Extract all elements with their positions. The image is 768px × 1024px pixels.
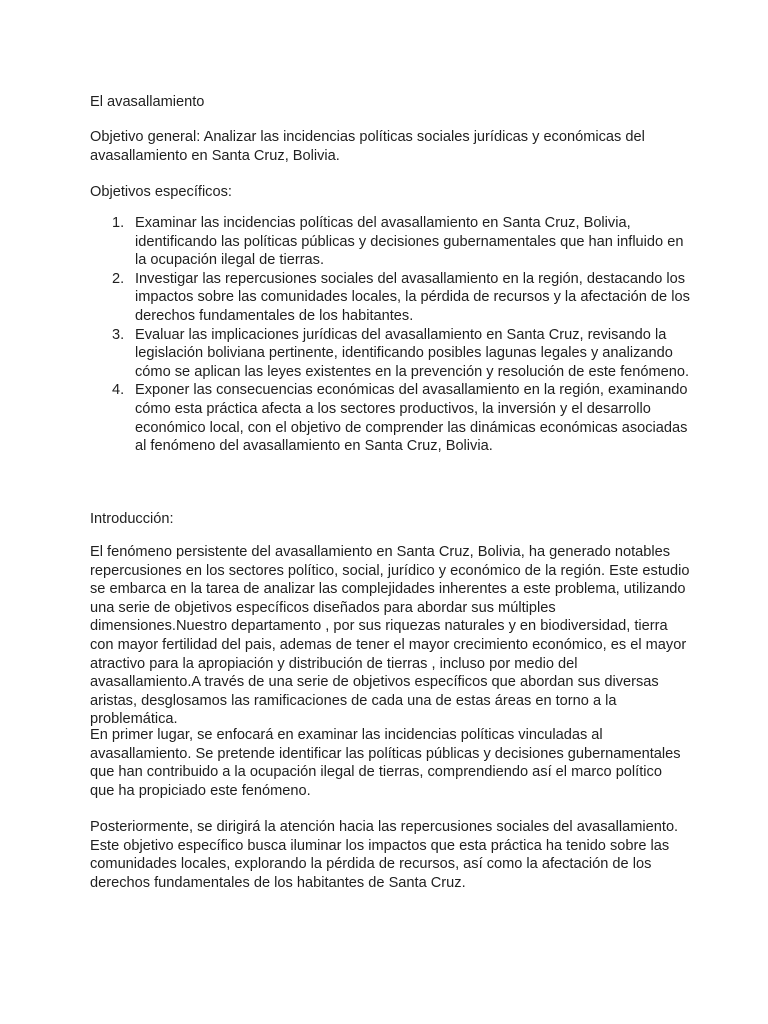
introduccion-paragraph-3: Posteriormente, se dirigirá la atención hacia las repercusiones sociales del avasallamiento. Este objetivo específico busca iluminar los impactos que esta práctica ha tenido sobre las comunidades locales, explorando la pérdida de recursos, así como la afectación de los derechos fundamentales de los habitantes de Santa Cruz. [90, 819, 679, 891]
objetivos-especificos-heading: Objetivos específicos: [90, 184, 232, 200]
list-item [90, 381, 690, 455]
list-item [90, 326, 690, 382]
list-item-number: 1. [112, 215, 125, 231]
introduccion-heading: Introducción: [90, 511, 174, 527]
list-item-text: Exponer las consecuencias económicas del avasallamiento en la región, examinando cómo esta práctica afecta a los sectores productivos, la inversión y el desarrollo económico local, con el objetivo de comprender las dinámicas económicas asociadas al fenómeno del avasallamiento en Santa Cruz, Bolivia. [135, 382, 688, 455]
list-item [90, 270, 690, 326]
introduccion-paragraph-2: En primer lugar, se enfocará en examinar las incidencias políticas vinculadas al avasallamiento. Se pretende identificar las políticas públicas y decisiones gubernamentales que han contribuido a la ocupación ilegal de tierras, comprendiendo así el marco político que ha propiciado este fenómeno. [90, 727, 681, 799]
objetivos-especificos-list [90, 214, 690, 456]
list-item-number: 2. [112, 270, 125, 287]
list-item-text: Evaluar las implicaciones jurídicas del avasallamiento en Santa Cruz, revisando la legislación boliviana pertinente, identificando posibles lagunas legales y analizando cómo se aplican las leyes existentes en la prevención y resolución de este fenómeno. [135, 326, 690, 380]
list-item-text: Investigar las repercusiones sociales del avasallamiento en la región, destacando los impactos sobre las comunidades locales, la pérdida de recursos y la afectación de los derechos fundamentales de los habitantes. [135, 270, 690, 324]
objetivo-general-paragraph: Objetivo general: Analizar las incidencias políticas sociales jurídicas y económicas del avasallamiento en Santa Cruz, Bolivia. [90, 129, 645, 164]
document-title: El avasallamiento [90, 94, 205, 110]
list-item [90, 214, 690, 270]
introduccion-paragraph-1: El fenómeno persistente del avasallamiento en Santa Cruz, Bolivia, ha generado notables repercusiones en los sectores político, social, jurídico y económico de la región. Este estudio se embarca en la tarea de analizar las complejidades inherentes a este problema, utilizando una serie de objetivos específicos diseñados para abordar sus múltiples dimensiones.Nuestro departamento , por sus riquezas naturales y en biodiversidad, tierra con mayor fertilidad del pais, ademas de tener el mayor crecimiento económico, es el mayor atractivo para la apropiación y distribución de tierras , incluso por medio del avasallamiento.A través de una serie de objetivos específicos que abordan sus diversas aristas, desglosamos las ramificaciones de cada una de estas áreas en torno a la problemática. [90, 544, 690, 728]
list-item-number: 4. [112, 382, 125, 399]
list-item-number: 3. [112, 326, 125, 343]
list-item-text: Examinar las incidencias políticas del avasallamiento en Santa Cruz, Bolivia, identificando las políticas públicas y decisiones gubernamentales que han influido en la ocupación ilegal de tierras. [135, 215, 684, 269]
